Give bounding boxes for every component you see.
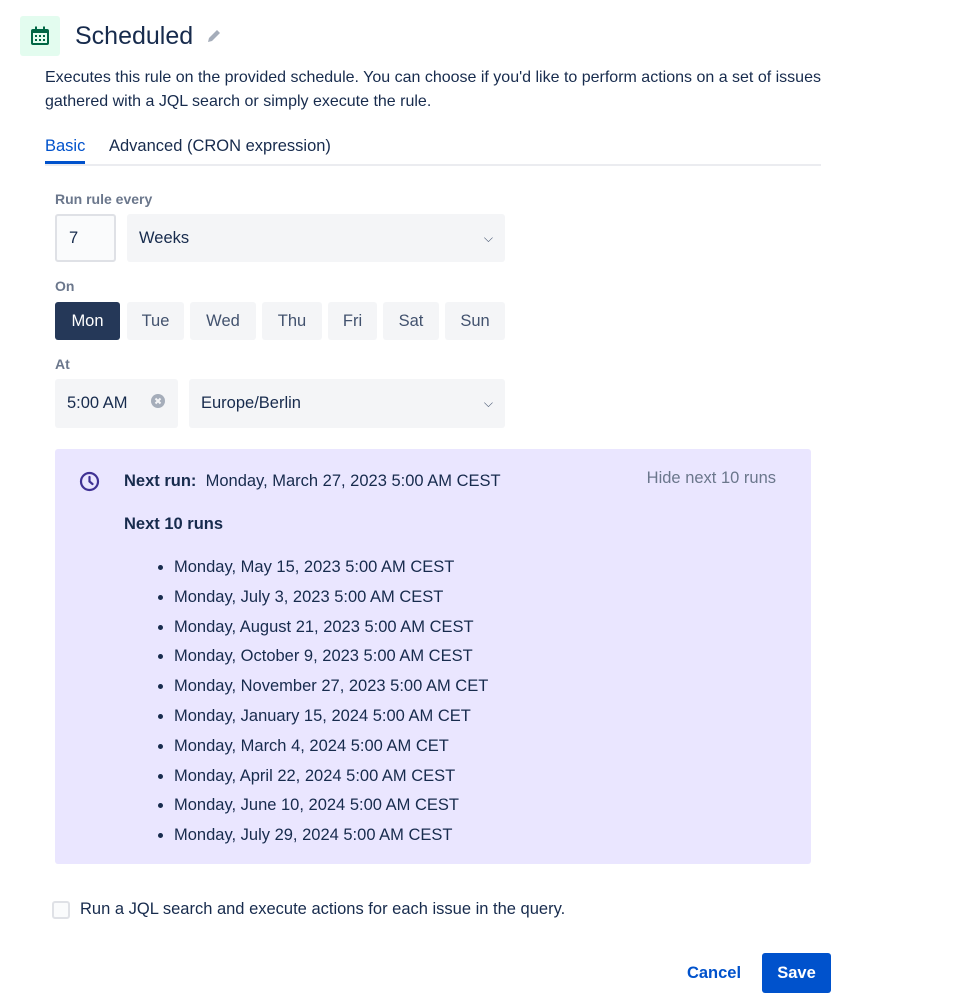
run-item: • Monday, July 29, 2024 5:00 AM CEST	[174, 821, 488, 851]
cancel-button[interactable]: Cancel	[686, 963, 742, 982]
run-item: • Monday, January 15, 2024 5:00 AM CET	[174, 702, 488, 732]
save-button[interactable]: Save	[762, 953, 831, 993]
next-run-label: Next run:	[124, 472, 197, 490]
day-fri[interactable]: Fri	[328, 302, 377, 340]
time-value: 5:00 AM	[67, 394, 128, 412]
unit-value: Weeks	[139, 228, 190, 247]
calendar-icon	[20, 16, 60, 56]
clock-icon	[79, 471, 100, 497]
day-sat[interactable]: Sat	[383, 302, 439, 340]
run-item: • Monday, March 4, 2024 5:00 AM CET	[174, 732, 488, 762]
description: Executes this rule on the provided schedule. You can choose if you'd like to perform actions on a set of issues gathered with a JQL search or simply execute the rule.	[45, 69, 821, 110]
chevron-down-icon: ⌵	[483, 396, 493, 410]
next-run	[124, 470, 501, 492]
edit-pencil-icon[interactable]	[205, 27, 223, 50]
run-item: • Monday, July 3, 2023 5:00 AM CEST	[174, 583, 488, 613]
time-input[interactable]	[55, 379, 178, 428]
interval-input[interactable]: 7	[55, 214, 116, 262]
unit-select[interactable]	[127, 214, 505, 262]
day-wed[interactable]: Wed	[190, 302, 256, 340]
clear-icon[interactable]	[150, 393, 166, 414]
jql-label: Run a JQL search and execute actions for each issue in the query.	[80, 900, 566, 918]
run-item: • Monday, April 22, 2024 5:00 AM CEST	[174, 762, 488, 792]
day-thu[interactable]: Thu	[262, 302, 322, 340]
page-title: Scheduled	[75, 22, 194, 50]
run-every-label: Run rule every	[55, 191, 153, 207]
next-run-value: Monday, March 27, 2023 5:00 AM CEST	[205, 472, 501, 490]
hide-runs-link[interactable]: Hide next 10 runs	[646, 469, 776, 487]
next-runs-panel	[55, 449, 811, 864]
tab-basic[interactable]: Basic	[45, 134, 85, 164]
timezone-value: Europe/Berlin	[201, 394, 301, 412]
day-tue[interactable]: Tue	[127, 302, 184, 340]
run-item: • Monday, June 10, 2024 5:00 AM CEST	[174, 791, 488, 821]
day-sun[interactable]: Sun	[445, 302, 505, 340]
on-label: On	[55, 278, 75, 294]
next-runs-title: Next 10 runs	[124, 515, 224, 533]
run-item: • Monday, May 15, 2023 5:00 AM CEST	[174, 553, 488, 583]
run-item: • Monday, November 27, 2023 5:00 AM CET	[174, 672, 488, 702]
at-label: At	[55, 356, 70, 372]
runs-list	[174, 553, 488, 851]
timezone-select[interactable]	[189, 379, 505, 428]
run-item: • Monday, October 9, 2023 5:00 AM CEST	[174, 642, 488, 672]
run-item: • Monday, August 21, 2023 5:00 AM CEST	[174, 613, 488, 643]
tab-bar	[45, 134, 821, 166]
jql-checkbox[interactable]	[52, 901, 70, 919]
tab-advanced[interactable]: Advanced (CRON expression)	[109, 137, 331, 155]
day-mon[interactable]: Mon	[55, 302, 120, 340]
chevron-down-icon: ⌵	[483, 230, 493, 245]
